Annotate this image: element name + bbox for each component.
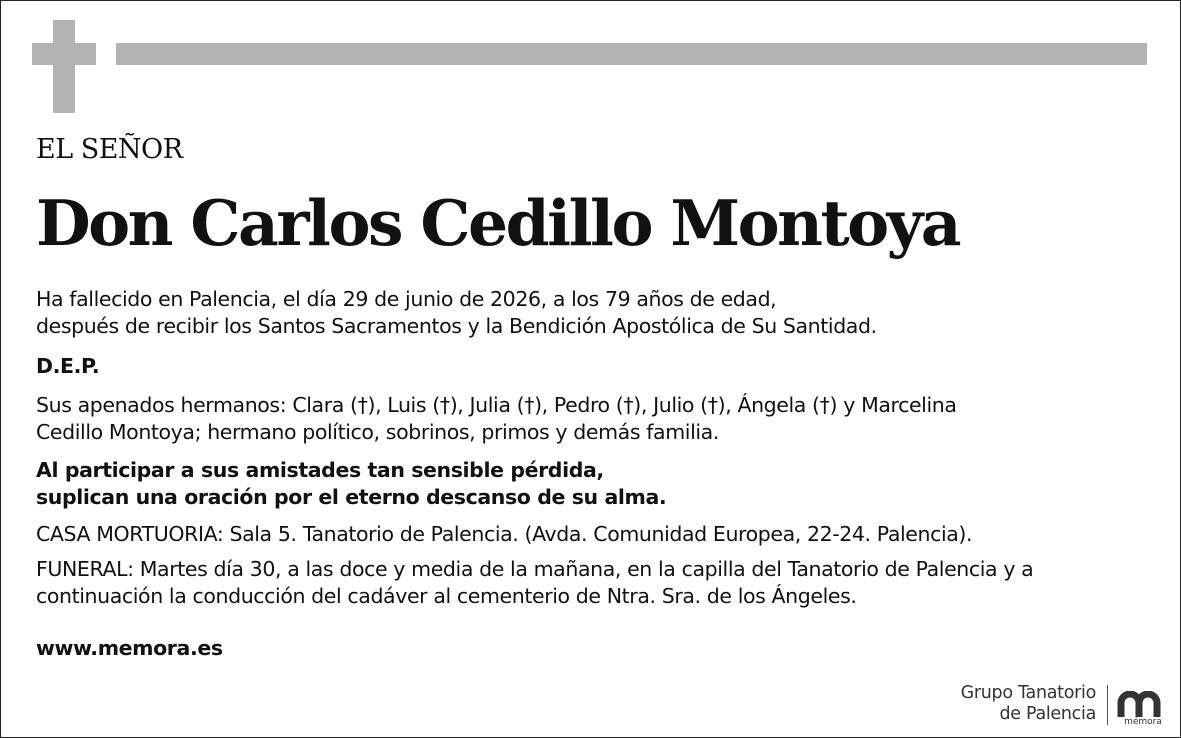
logo-wordmark: mémora (1124, 717, 1162, 727)
family-line: Sus apenados hermanos: Clara (†), Luis (†), Julia (†), Pedro (†), Julio (†), Ángela (†) y Marcelina (36, 393, 957, 417)
website-link[interactable]: www.memora.es (36, 636, 223, 660)
funeral-home-line: Grupo Tanatorio (960, 683, 1096, 703)
honorific-prefix: EL SEÑOR (36, 134, 183, 165)
deceased-name: Don Carlos Cedillo Montoya (36, 186, 960, 260)
family-list (36, 392, 957, 446)
death-announcement (36, 286, 877, 340)
prayer-request (36, 457, 666, 511)
funeral-line: FUNERAL: Martes día 30, a las doce y media de la mañana, en la capilla del Tanatorio de Palencia y a (36, 557, 1034, 581)
footer-divider (1107, 685, 1108, 725)
memora-logo-mark (1117, 691, 1169, 717)
funeral-home-name (961, 683, 1096, 725)
cross-vertical-beam (53, 20, 75, 113)
announcement-line: después de recibir los Santos Sacramentos y la Bendición Apostólica de Su Santidad. (36, 314, 877, 338)
funeral-home-line: de Palencia (999, 704, 1096, 724)
prayer-line: suplican una oración por el eterno descanso de su alma. (36, 485, 667, 509)
mortuary-info: CASA MORTUORIA: Sala 5. Tanatorio de Palencia. (Avda. Comunidad Europea, 22-24. Palencia). (36, 522, 973, 546)
rest-in-peace: D.E.P. (36, 354, 100, 378)
family-line: Cedillo Montoya; hermano político, sobrinos, primos y demás familia. (36, 420, 719, 444)
announcement-line: Ha fallecido en Palencia, el día 29 de junio de 2026, a los 79 años de edad, (36, 287, 777, 311)
cross-horizontal-beam (32, 43, 96, 65)
prayer-line: Al participar a sus amistades tan sensible pérdida, (36, 458, 604, 482)
header-rule (116, 43, 1147, 65)
funeral-line: continuación la conducción del cadáver al cementerio de Ntra. Sra. de los Ángeles. (36, 584, 857, 608)
funeral-info (36, 556, 1033, 610)
